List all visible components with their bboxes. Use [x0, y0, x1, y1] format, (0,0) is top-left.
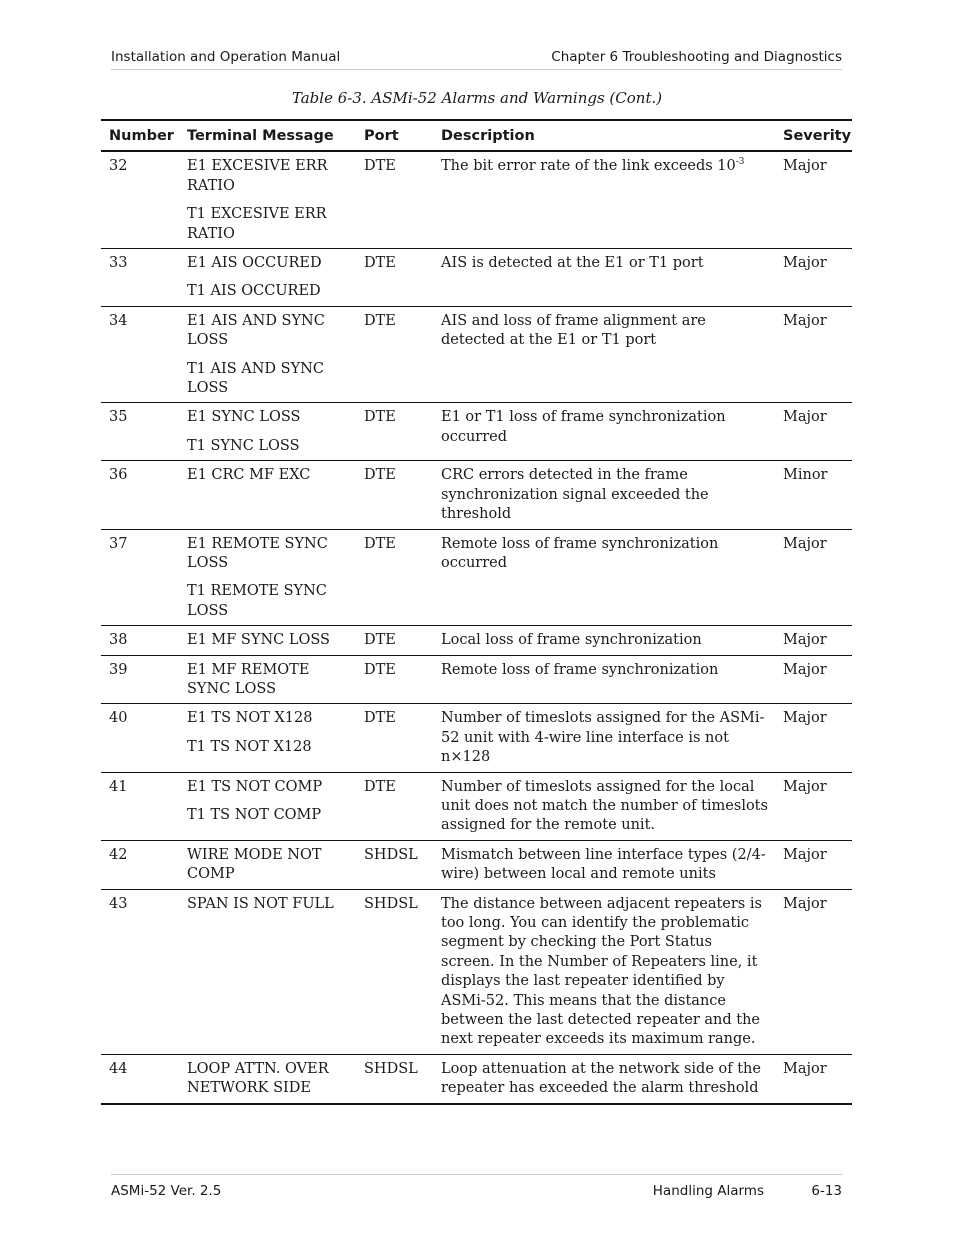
description-text: The distance between adjacent repeaters is too long. You can identify the problematic segment by checking the Port Status screen. In the Number of Repeaters line, it displays the last repeater identified by ASMi-52. This means that the distance between the last detected repeater and the next repeater exceeds its maximum range. [441, 895, 762, 1048]
description-text: AIS is detected at the E1 or T1 port [441, 255, 704, 272]
description [433, 889, 775, 1054]
severity: Major [775, 626, 852, 655]
terminal-message [179, 840, 356, 889]
footer-section: Handling Alarms [652, 1183, 764, 1199]
severity: Major [775, 772, 852, 840]
description [433, 529, 775, 626]
alarm-number: 43 [101, 889, 179, 1054]
port: DTE [356, 306, 433, 403]
severity: Major [775, 1054, 852, 1103]
table-row [101, 840, 852, 889]
terminal-message-line: T1 TS NOT X128 [187, 738, 312, 755]
alarms-table [101, 119, 852, 1105]
table-row [101, 655, 852, 704]
table-header-row [101, 120, 852, 151]
severity: Minor [775, 461, 852, 529]
port: DTE [356, 403, 433, 461]
description-text: Remote loss of frame synchronization occurred [441, 535, 719, 571]
port: DTE [356, 704, 433, 772]
terminal-message [179, 306, 356, 403]
description [433, 655, 775, 704]
severity: Major [775, 840, 852, 889]
table-caption: Table 6-3. ASMi-52 Alarms and Warnings (Cont.) [291, 89, 663, 107]
table-row [101, 461, 852, 529]
description [433, 704, 775, 772]
terminal-message [179, 704, 356, 772]
severity: Major [775, 529, 852, 626]
column-header-port: Port [356, 120, 433, 151]
terminal-message-line: T1 EXCESIVE ERR RATIO [187, 206, 327, 242]
description [433, 840, 775, 889]
terminal-message [179, 403, 356, 461]
alarm-number: 42 [101, 840, 179, 889]
description [433, 151, 775, 248]
alarm-number: 39 [101, 655, 179, 704]
terminal-message-line: E1 AIS AND SYNC LOSS [187, 312, 325, 349]
severity: Major [775, 403, 852, 461]
terminal-message-line: T1 SYNC LOSS [187, 437, 300, 454]
terminal-message [179, 772, 356, 840]
column-header-severity: Severity [775, 120, 852, 151]
severity: Major [775, 655, 852, 704]
table-row [101, 704, 852, 772]
terminal-message-line: E1 TS NOT COMP [187, 778, 323, 795]
port: SHDSL [356, 1054, 433, 1103]
description-text: Loop attenuation at the network side of the repeater has exceeded the alarm threshold [441, 1060, 761, 1097]
severity: Major [775, 249, 852, 307]
description [433, 403, 775, 461]
table-row [101, 306, 852, 403]
description [433, 249, 775, 307]
description-text: The bit error rate of the link exceeds 10 [441, 158, 736, 175]
severity: Major [775, 306, 852, 403]
terminal-message-line: LOOP ATTN. OVER NETWORK SIDE [187, 1060, 329, 1097]
description-text: Number of timeslots assigned for the local unit does not match the number of timeslots assigned for the remote unit. [441, 778, 768, 834]
footer-page-number: 6-13 [811, 1183, 842, 1199]
alarm-number: 37 [101, 529, 179, 626]
port: DTE [356, 461, 433, 529]
description-text: CRC errors detected in the frame synchronization signal exceeded the threshold [441, 467, 709, 523]
terminal-message-line: T1 REMOTE SYNC LOSS [187, 583, 327, 619]
terminal-message-line: E1 SYNC LOSS [187, 409, 301, 426]
alarm-number: 36 [101, 461, 179, 529]
terminal-message-line: T1 AIS AND SYNC LOSS [187, 360, 324, 397]
description-text: Remote loss of frame synchronization [441, 661, 719, 678]
column-header-description: Description [433, 120, 775, 151]
terminal-message-line: E1 MF REMOTE SYNC LOSS [187, 661, 310, 697]
column-header-number: Number [101, 120, 179, 151]
severity: Major [775, 704, 852, 772]
alarm-number: 32 [101, 151, 179, 248]
description-text: E1 or T1 loss of frame synchronization occurred [441, 409, 726, 445]
terminal-message [179, 626, 356, 655]
alarm-number: 44 [101, 1054, 179, 1103]
port: DTE [356, 626, 433, 655]
table-row [101, 529, 852, 626]
port: SHDSL [356, 889, 433, 1054]
description-text: Mismatch between line interface types (2/4-wire) between local and remote units [441, 846, 766, 883]
port: DTE [356, 655, 433, 704]
terminal-message-line: T1 TS NOT COMP [187, 806, 322, 823]
terminal-message-line: E1 EXCESIVE ERR RATIO [187, 158, 328, 194]
terminal-message-line: E1 MF SYNC LOSS [187, 632, 330, 649]
severity: Major [775, 151, 852, 248]
footer-product-version: ASMi-52 Ver. 2.5 [111, 1183, 222, 1199]
severity: Major [775, 889, 852, 1054]
column-header-terminal-message: Terminal Message [179, 120, 356, 151]
terminal-message [179, 529, 356, 626]
description [433, 1054, 775, 1103]
table-row [101, 151, 852, 248]
alarm-number: 34 [101, 306, 179, 403]
header-chapter-title: Chapter 6 Troubleshooting and Diagnostics [551, 49, 842, 65]
terminal-message [179, 249, 356, 307]
table-row [101, 403, 852, 461]
terminal-message-line: WIRE MODE NOT COMP [187, 846, 322, 883]
header-manual-title: Installation and Operation Manual [111, 49, 341, 65]
table-row [101, 626, 852, 655]
description [433, 461, 775, 529]
terminal-message [179, 1054, 356, 1103]
table-row [101, 249, 852, 307]
description [433, 306, 775, 403]
terminal-message-line: E1 TS NOT X128 [187, 710, 313, 727]
terminal-message-line: E1 AIS OCCURED [187, 255, 322, 272]
description-exponent: -3 [735, 157, 745, 168]
port: SHDSL [356, 840, 433, 889]
port: DTE [356, 151, 433, 248]
page-footer [111, 1174, 842, 1201]
terminal-message [179, 655, 356, 704]
port: DTE [356, 529, 433, 626]
alarm-number: 40 [101, 704, 179, 772]
terminal-message [179, 151, 356, 248]
port: DTE [356, 772, 433, 840]
table-row [101, 772, 852, 840]
terminal-message-line: E1 CRC MF EXC [187, 467, 311, 484]
alarm-number: 35 [101, 403, 179, 461]
description [433, 772, 775, 840]
table-row [101, 1054, 852, 1103]
alarm-number: 33 [101, 249, 179, 307]
terminal-message [179, 461, 356, 529]
description [433, 626, 775, 655]
alarm-number: 41 [101, 772, 179, 840]
port: DTE [356, 249, 433, 307]
terminal-message-line: E1 REMOTE SYNC LOSS [187, 535, 328, 571]
terminal-message [179, 889, 356, 1054]
terminal-message-line: T1 AIS OCCURED [187, 283, 321, 300]
description-text: Local loss of frame synchronization [441, 632, 702, 649]
terminal-message-line: SPAN IS NOT FULL [187, 895, 334, 912]
alarm-number: 38 [101, 626, 179, 655]
description-text: Number of timeslots assigned for the ASMi-52 unit with 4-wire line interface is not n×128 [441, 710, 765, 766]
table-row [101, 889, 852, 1054]
description-text: AIS and loss of frame alignment are detected at the E1 or T1 port [441, 312, 706, 349]
page-header [111, 49, 842, 70]
